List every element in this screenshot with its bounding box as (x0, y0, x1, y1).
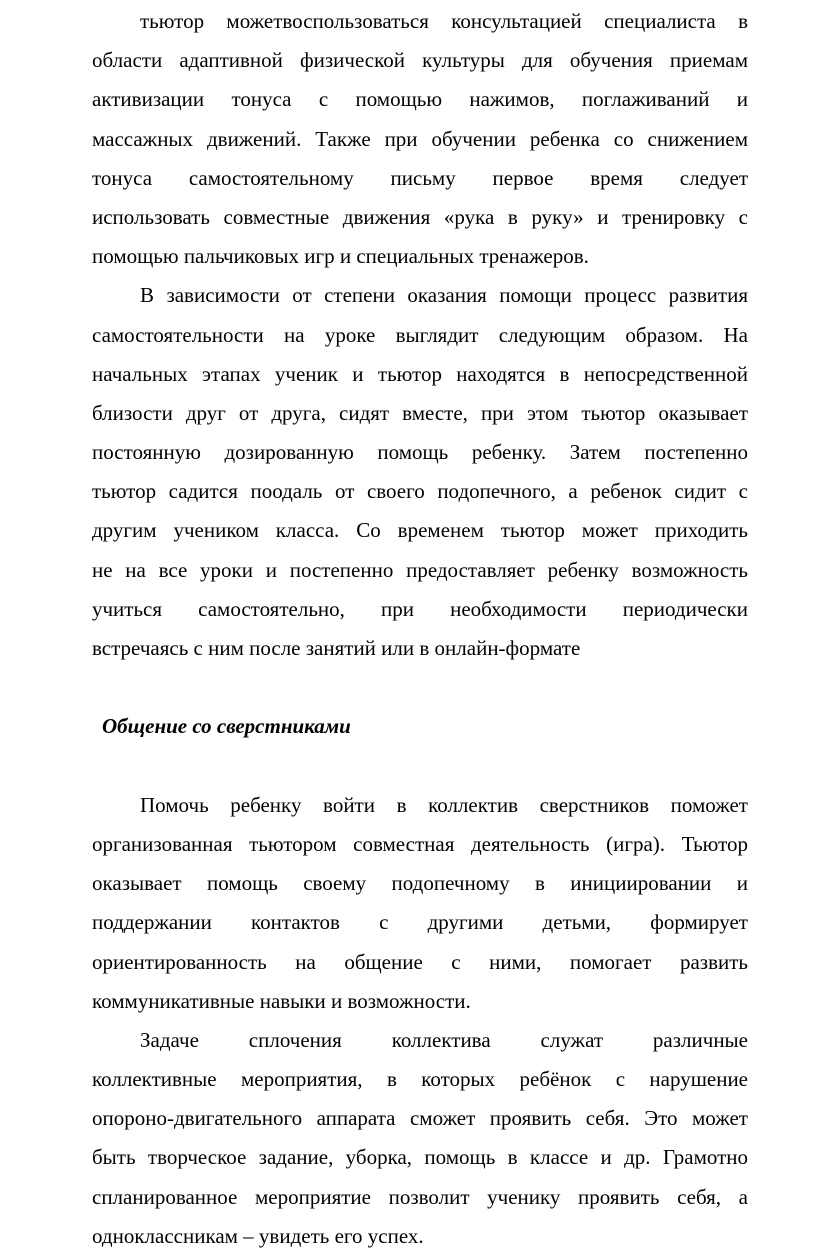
text-line: постоянную дозированную помощь ребенку. Затем постепенно (92, 440, 748, 465)
text-line: другим учеником класса. Со временем тьютор может приходить (92, 518, 748, 543)
paragraph-peer-communication (92, 786, 748, 1021)
document-page (92, 2, 748, 1256)
text-line: коммуникативные навыки и возможности. (92, 988, 471, 1013)
text-line: встречаясь с ним после занятий или в онлайн-формате (92, 636, 581, 660)
text-line: В зависимости от степени оказания помощи процесс развития (140, 283, 748, 308)
paragraph-continuation (92, 2, 748, 276)
text-line: области адаптивной физической культуры для обучения приемам (92, 48, 748, 73)
text-line: активизации тонуса с помощью нажимов, поглаживаний и (92, 87, 748, 112)
text-line: самостоятельности на уроке выглядит следующим образом. На (92, 322, 748, 347)
text-line: Задаче сплочения коллектива служат различные (140, 1027, 748, 1052)
text-line: тонуса самостоятельному письму первое время следует (92, 165, 748, 190)
text-line: коллективные мероприятия, в которых ребёнок с нарушение (92, 1067, 748, 1092)
text-line: опороно-двигательного аппарата сможет проявить себя. Это может (92, 1106, 748, 1131)
text-line: начальных этапах ученик и тьютор находятся в непосредственной (92, 361, 748, 386)
text-line: одноклассникам – увидеть его успех. (92, 1223, 424, 1248)
text-line: поддержании контактов с другими детьми, формирует (92, 910, 748, 935)
text-line: использовать совместные движения «рука в руку» и тренировку с (92, 204, 748, 229)
text-line: спланированное мероприятие позволит ученику проявить себя, а (92, 1184, 748, 1209)
text-line: массажных движений. Также при обучении ребенка со снижением (92, 126, 748, 151)
text-line: быть творческое задание, уборка, помощь в классе и др. Грамотно (92, 1145, 748, 1170)
text-line: тьютор садится поодаль от своего подопечного, а ребенок сидит с (92, 479, 748, 504)
text-line: не на все уроки и постепенно предоставляет ребенку возможность (92, 557, 748, 582)
text-line: Помочь ребенку войти в коллектив сверстников поможет (140, 792, 748, 817)
text-line: тьютор можетвоспользоваться консультацией специалиста в (140, 9, 748, 33)
paragraph-team-building (92, 1021, 748, 1256)
text-line: ориентированность на общение с ними, помогает развить (92, 949, 748, 974)
text-line: учиться самостоятельно, при необходимости периодически (92, 596, 748, 621)
text-line: помощью пальчиковых игр и специальных тренажеров. (92, 244, 589, 269)
text-line: оказывает помощь своему подопечному в инициировании и (92, 871, 748, 896)
section-heading: Общение со сверстниками (102, 714, 351, 739)
text-line: близости друг от друга, сидят вместе, при этом тьютор оказывает (92, 400, 748, 425)
text-line: организованная тьютором совместная деятельность (игра). Тьютор (92, 831, 748, 856)
paragraph-independence (92, 276, 748, 668)
